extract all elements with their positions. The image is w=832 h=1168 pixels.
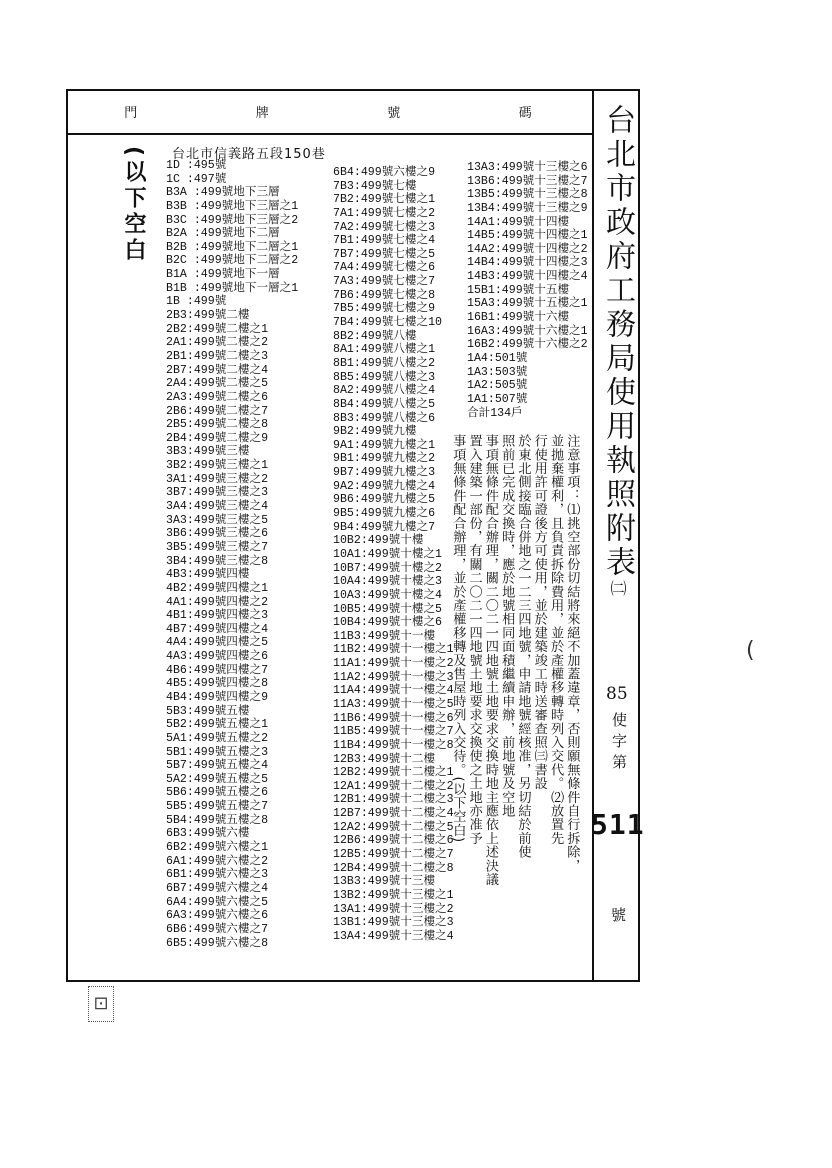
note-line: 置入建築一部份，有關二〇二一四地號土地要求交換使之土地亦准予 [466, 434, 482, 845]
address-entry: 6A1:499號六樓之2 [166, 854, 269, 868]
address-entry: 8A1:499號八樓之1 [333, 343, 436, 357]
address-entry: 12B5:499號十二樓之7 [333, 848, 454, 862]
address-entry: 5B7:499號五樓之4 [166, 759, 269, 773]
address-entry: B2A :499號地下二層 [166, 227, 280, 241]
address-entry: 6B2:499號六樓之1 [166, 841, 269, 855]
scan-mark: ( [746, 638, 755, 663]
note-line: 行使用許可證後方可使用，並於建築竣工時送審查照㈢書設 [531, 434, 547, 791]
address-entry: 5B4:499號五樓之8 [166, 813, 269, 827]
address-entry: 6A3:499號六樓之6 [166, 909, 269, 923]
address-entry: 1B :499號 [166, 295, 227, 309]
address-entry: B2C :499號地下二層之2 [166, 254, 299, 268]
address-entry: 3B2:499號三樓之1 [166, 459, 269, 473]
address-entry: 12B1:499號十二樓之3 [333, 793, 454, 807]
address-entry: 11A3:499號十一樓之5 [333, 697, 454, 711]
address-entry: 13B3:499號十三樓 [333, 875, 436, 889]
address-entry: 8B5:499號八樓之3 [333, 370, 436, 384]
address-entry: 10B4:499號十樓之6 [333, 616, 442, 630]
address-entry: 16A3:499號十六樓之1 [467, 324, 588, 338]
stamp: ⊡ [88, 986, 114, 1022]
address-entry: 13B6:499號十三樓之7 [467, 174, 588, 188]
address-entry: 7A3:499號七樓之7 [333, 275, 436, 289]
address-entry: 11B3:499號十一樓 [333, 629, 436, 643]
address-entry: 7A1:499號七樓之2 [333, 206, 436, 220]
address-entry: 3B7:499號三樓之3 [166, 486, 269, 500]
address-column-3 [467, 161, 588, 420]
address-column-1 [166, 159, 298, 950]
address-entry: B3C :499號地下三層之2 [166, 213, 299, 227]
document-title: 台北市政府工務局使用執照附表㈡ [600, 104, 635, 600]
address-entry: 13A3:499號十三樓之6 [467, 161, 588, 174]
address-entry: B3B :499號地下三層之1 [166, 199, 299, 213]
address-entry: 9B2:499號九樓 [333, 425, 417, 439]
address-entry: 7B3:499號七樓 [333, 179, 417, 193]
address-entry: 12B6:499號十二樓之6 [333, 834, 454, 848]
address-entry: 12A2:499號十二樓之5 [333, 820, 454, 834]
note-line: 事項無條件配合辦理，關二〇二一四地號土地要求交換時地主應依上述決議 [482, 434, 498, 887]
address-entry: 10B7:499號十樓之2 [333, 561, 442, 575]
address-entry: 10A1:499號十樓之1 [333, 547, 442, 561]
address-entry: 4B6:499號四樓之7 [166, 663, 269, 677]
address-entry: 2A1:499號二樓之2 [166, 336, 269, 350]
address-entry: 12B7:499號十二樓之4 [333, 807, 454, 821]
address-entry: 10A4:499號十樓之3 [333, 575, 442, 589]
address-entry: 7B6:499號七樓之8 [333, 288, 436, 302]
address-entry: 3B4:499號三樓之8 [166, 554, 269, 568]
address-entry: 5A1:499號五樓之2 [166, 731, 269, 745]
address-column-2 [333, 166, 454, 944]
address-entry: 12B3:499號十二樓 [333, 752, 436, 766]
address-entry: 11A2:499號十一樓之3 [333, 670, 454, 684]
address-entry: 15A3:499號十五樓之1 [467, 297, 588, 311]
address-entry: 4B2:499號四樓之1 [166, 581, 269, 595]
address-entry: 3B3:499號三樓 [166, 445, 250, 459]
address-entry: 11A1:499號十一樓之2 [333, 657, 454, 671]
note-line: 於東北側接臨合併地之一二三四地號，申請地號經核准，另切結於前使 [515, 434, 531, 859]
address-entry: 1D :495號 [166, 159, 227, 172]
address-entry: 7A4:499號七樓之6 [333, 261, 436, 275]
note-line: 事項無條件配合辦理，並於產權移轉及售屋時列入交待。(以下空白) [450, 434, 466, 843]
note-line: 照前已完成交換時，應於地號相同面積繼續申辦，前地號及空地 [499, 434, 515, 818]
header-col: 門 [124, 105, 140, 121]
address-entry: 12B2:499號十二樓之1 [333, 766, 454, 780]
address-entry: 8B2:499號八樓 [333, 329, 417, 343]
permit-prefix: 使字第 [610, 712, 628, 775]
address-entry: 12A1:499號十二樓之2 [333, 779, 454, 793]
address-entry: 1A2:505號 [467, 379, 528, 393]
address-entry: 5B1:499號五樓之3 [166, 745, 269, 759]
address-entry: 6B3:499號六樓 [166, 827, 250, 841]
address-entry: 4B3:499號四樓 [166, 568, 250, 582]
address-entry: 11B5:499號十一樓之7 [333, 725, 454, 739]
blank-below-note: (以下空白 [121, 146, 146, 265]
address-entry: 11B4:499號十一樓之8 [333, 738, 454, 752]
address-entry: B2B :499號地下二層之1 [166, 240, 299, 254]
header-col: 碼 [518, 105, 534, 121]
scan-top-edge [0, 0, 832, 10]
address-entry: 5B3:499號五樓 [166, 704, 250, 718]
address-entry: 4A3:499號四樓之6 [166, 650, 269, 664]
address-entry: 13B5:499號十三樓之8 [467, 188, 588, 202]
address-entry: 2B5:499號二樓之8 [166, 418, 269, 432]
address-entry: 13B2:499號十三樓之1 [333, 888, 454, 902]
address-entry: 5B5:499號五樓之7 [166, 800, 269, 814]
address-entry: 8A2:499號八樓之4 [333, 384, 436, 398]
address-entry: 14B5:499號十四樓之1 [467, 229, 588, 243]
address-entry: 16B2:499號十六樓之2 [467, 338, 588, 352]
address-entry: 11B6:499號十一樓之6 [333, 711, 454, 725]
address-entry: 2A4:499號二樓之5 [166, 377, 269, 391]
address-entry: 13A1:499號十三樓之2 [333, 902, 454, 916]
address-entry: 10B2:499號十樓 [333, 534, 424, 548]
permit-suffix: 號 [611, 906, 627, 924]
address-entry: 14B4:499號十四樓之3 [467, 256, 588, 270]
address-entry: 2B2:499號二樓之1 [166, 322, 269, 336]
address-entry: 10A3:499號十樓之4 [333, 588, 442, 602]
address-entry: 4A1:499號四樓之2 [166, 595, 269, 609]
address-entry: 2A3:499號二樓之6 [166, 390, 269, 404]
address-entry: 11B2:499號十一樓之1 [333, 643, 454, 657]
address-entry: 11A4:499號十一樓之4 [333, 684, 454, 698]
address-entry: 6A4:499號六樓之5 [166, 895, 269, 909]
address-entry: 1C :497號 [166, 172, 227, 186]
address-entry: 2B4:499號二樓之9 [166, 431, 269, 445]
address-entry: 2B6:499號二樓之7 [166, 404, 269, 418]
address-entry: B3A :499號地下三層 [166, 186, 280, 200]
address-entry: 4B4:499號四樓之9 [166, 690, 269, 704]
address-entry: 9B5:499號九樓之6 [333, 507, 436, 521]
address-entry: 14A1:499號十四樓 [467, 215, 570, 229]
address-entry: 1A3:503號 [467, 365, 528, 379]
address-entry: 6B5:499號六樓之8 [166, 936, 269, 950]
address-entry: 9B1:499號九樓之2 [333, 452, 436, 466]
address-entry: 5B2:499號五樓之1 [166, 718, 269, 732]
address-entry: 6B7:499號六樓之4 [166, 881, 269, 895]
address-entry: 1A1:507號 [467, 392, 528, 406]
notes-section [449, 434, 579, 974]
address-entry: 1A4:501號 [467, 351, 528, 365]
address-entry: 4B5:499號四樓之8 [166, 677, 269, 691]
address-entry: 9B6:499號九樓之5 [333, 493, 436, 507]
address-entry: B1B :499號地下一層之1 [166, 281, 299, 295]
address-entry: 9A2:499號九樓之4 [333, 479, 436, 493]
address-entry: 9A1:499號九樓之1 [333, 438, 436, 452]
address-entry: 6B6:499號六樓之7 [166, 922, 269, 936]
address-entry: 4B1:499號四樓之3 [166, 609, 269, 623]
address-entry: 16B1:499號十六樓 [467, 311, 570, 325]
note-line: 注意事項：⑴挑空部份切結將來絕不加蓋違章，否則願無條件自行拆除， [564, 434, 580, 873]
address-entry: 14B3:499號十四樓之4 [467, 270, 588, 284]
address-entry: 9B4:499號九樓之7 [333, 520, 436, 534]
address-entry: 14A2:499號十四樓之2 [467, 242, 588, 256]
note-line: 並拋棄權利，且負責拆除費用，並於產權移轉時列入交代。⑵放置先 [548, 434, 564, 845]
address-entry: 7A2:499號七樓之3 [333, 220, 436, 234]
address-entry: 合計134戶 [467, 406, 523, 420]
address-entry: 5A2:499號五樓之5 [166, 772, 269, 786]
address-entry: 4A4:499號四樓之5 [166, 636, 269, 650]
address-entry: 10B5:499號十樓之5 [333, 602, 442, 616]
address-entry: 7B1:499號七樓之4 [333, 234, 436, 248]
address-entry: 2B7:499號二樓之4 [166, 363, 269, 377]
address-entry: 12B4:499號十二樓之8 [333, 861, 454, 875]
address-entry: 7B7:499號七樓之5 [333, 247, 436, 261]
address-entry: 4B7:499號四樓之4 [166, 622, 269, 636]
address-entry: 13B1:499號十三樓之3 [333, 916, 454, 930]
address-entry: 7B2:499號七樓之1 [333, 193, 436, 207]
address-entry: 15B1:499號十五樓 [467, 283, 570, 297]
address-entry: 3A3:499號三樓之5 [166, 513, 269, 527]
address-entry: 7B5:499號七樓之9 [333, 302, 436, 316]
address-entry: 7B4:499號七樓之10 [333, 316, 442, 330]
address-entry: 3A4:499號三樓之4 [166, 500, 269, 514]
table-header [66, 89, 592, 135]
address-entry: B1A :499號地下一層 [166, 268, 280, 282]
address-entry: 8B4:499號八樓之5 [333, 397, 436, 411]
header-col: 號 [387, 105, 403, 121]
address-entry: 3B5:499號三樓之7 [166, 540, 269, 554]
address-entry: 6B4:499號六樓之9 [333, 166, 436, 179]
address-entry: 3B6:499號三樓之6 [166, 527, 269, 541]
address-heading: 台北市信義路五段150巷 [172, 147, 326, 162]
address-entry: 5B6:499號五樓之6 [166, 786, 269, 800]
address-entry: 9B7:499號九樓之3 [333, 466, 436, 480]
address-entry: 8B1:499號八樓之2 [333, 356, 436, 370]
address-entry: 6B1:499號六樓之3 [166, 868, 269, 882]
address-entry: 2B3:499號二樓 [166, 309, 250, 323]
address-entry: 2B1:499號二樓之3 [166, 349, 269, 363]
header-col: 牌 [255, 105, 271, 121]
address-entry: 13B4:499號十三樓之9 [467, 201, 588, 215]
address-entry: 8B3:499號八樓之6 [333, 411, 436, 425]
year-number: 85 [606, 684, 628, 704]
address-entry: 13A4:499號十三樓之4 [333, 929, 454, 943]
permit-number: 511 [591, 808, 645, 841]
address-entry: 3A1:499號三樓之2 [166, 472, 269, 486]
